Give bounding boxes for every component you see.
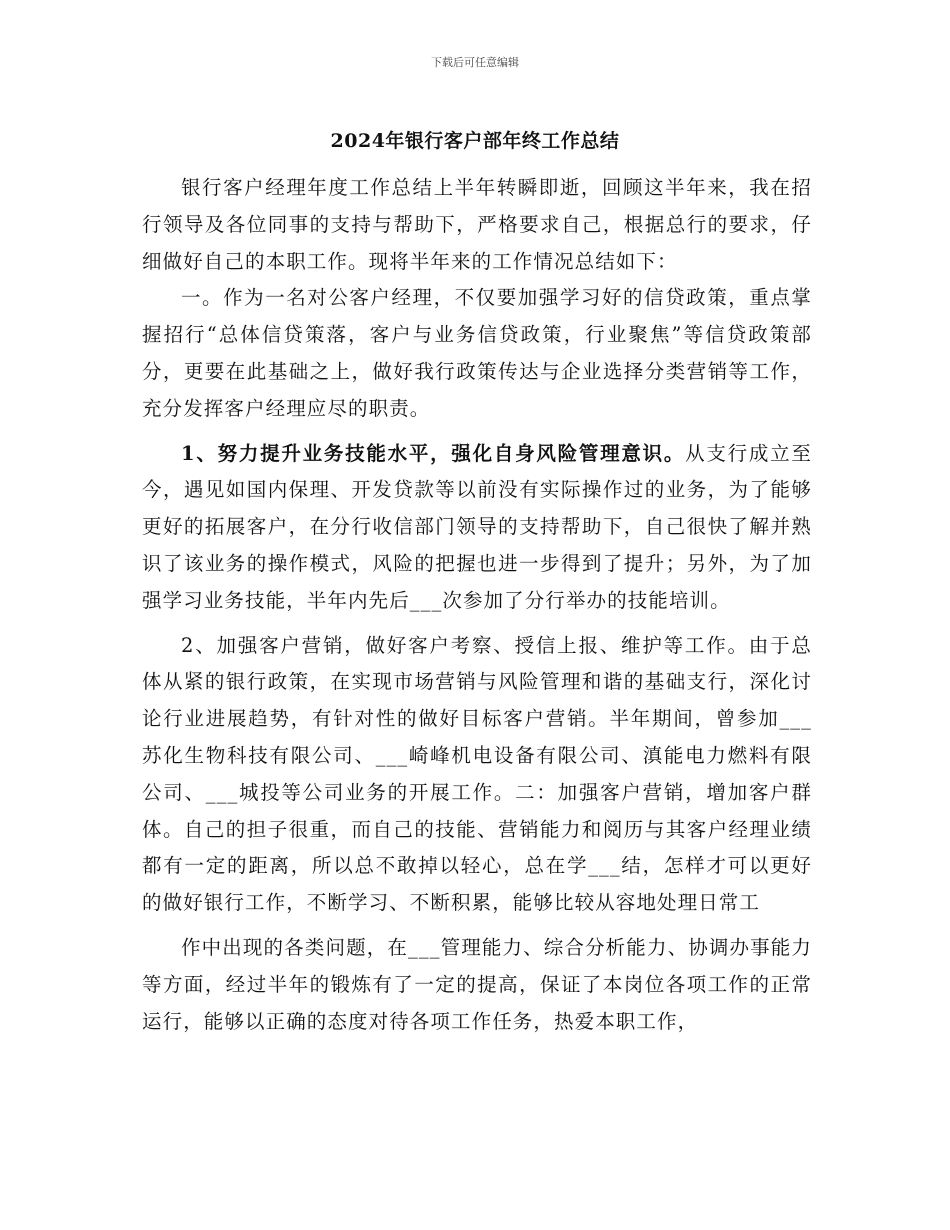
paragraph-item-1 bbox=[142, 436, 812, 620]
paragraph-item-2: 2、加强客户营销，做好客户考察、授信上报、维护等工作。由于总体从紧的银行政策，在实现市场营销与风险管理和谐的基础支行，深化讨论行业进展趋势，有针对性的做好目标客户营销。半年期间，曾参加___苏化生物科技有限公司、___崎峰机电设备有限公司、滇能电力燃料有限公司、___城投等公司业务的开展工作。二：加强客户营销，增加客户群体。自己的担子很重，而自己的技能、营销能力和阅历与其客户经理业绩都有一定的距离，所以总不敢掉以轻心，总在学___结，怎样才可以更好的做好银行工作，不断学习、不断积累，能够比较从容地处理日常工 bbox=[142, 633, 812, 915]
page-header: 下载后可任意编辑 bbox=[431, 56, 519, 69]
paragraph-section-one: 一。作为一名对公客户经理，不仅要加强学习好的信贷政策，重点掌握招行“总体信贷策落，客户与业务信贷政策，行业聚焦”等信贷政策部分，更要在此基础之上，做好我行政策传达与企业选择分类营销等工作，充分发挥客户经理应尽的职责。 bbox=[142, 286, 812, 420]
paragraph-intro: 银行客户经理年度工作总结上半年转瞬即逝，回顾这半年来，我在招行领导及各位同事的支持与帮助下，严格要求自己，根据总行的要求，仔细做好自己的本职工作。现将半年来的工作情况总结如下： bbox=[142, 176, 812, 273]
item-1-heading: 1、努力提升业务技能水平，强化自身风险管理意识。 bbox=[181, 441, 686, 465]
item-1-text: 从支行成立至今，遇见如国内保理、开发贷款等以前没有实际操作过的业务，为了能够更好的拓展客户，在分行收信部门领导的支持帮助下，自己很快了解并熟识了该业务的操作模式，风险的把握也进一步得到了提升；另外，为了加强学习业务技能，半年内先后___次参加了分行举办的技能培训。 bbox=[142, 441, 813, 612]
document-body bbox=[142, 170, 812, 1040]
document-title: 2024年银行客户部年终工作总结 bbox=[330, 130, 620, 152]
paragraph-continued: 作中出现的各类问题，在___管理能力、综合分析能力、协调办事能力等方面，经过半年的锻炼有了一定的提高，保证了本岗位各项工作的正常运行，能够以正确的态度对待各项工作任务，热爱本职工作， bbox=[142, 935, 812, 1033]
